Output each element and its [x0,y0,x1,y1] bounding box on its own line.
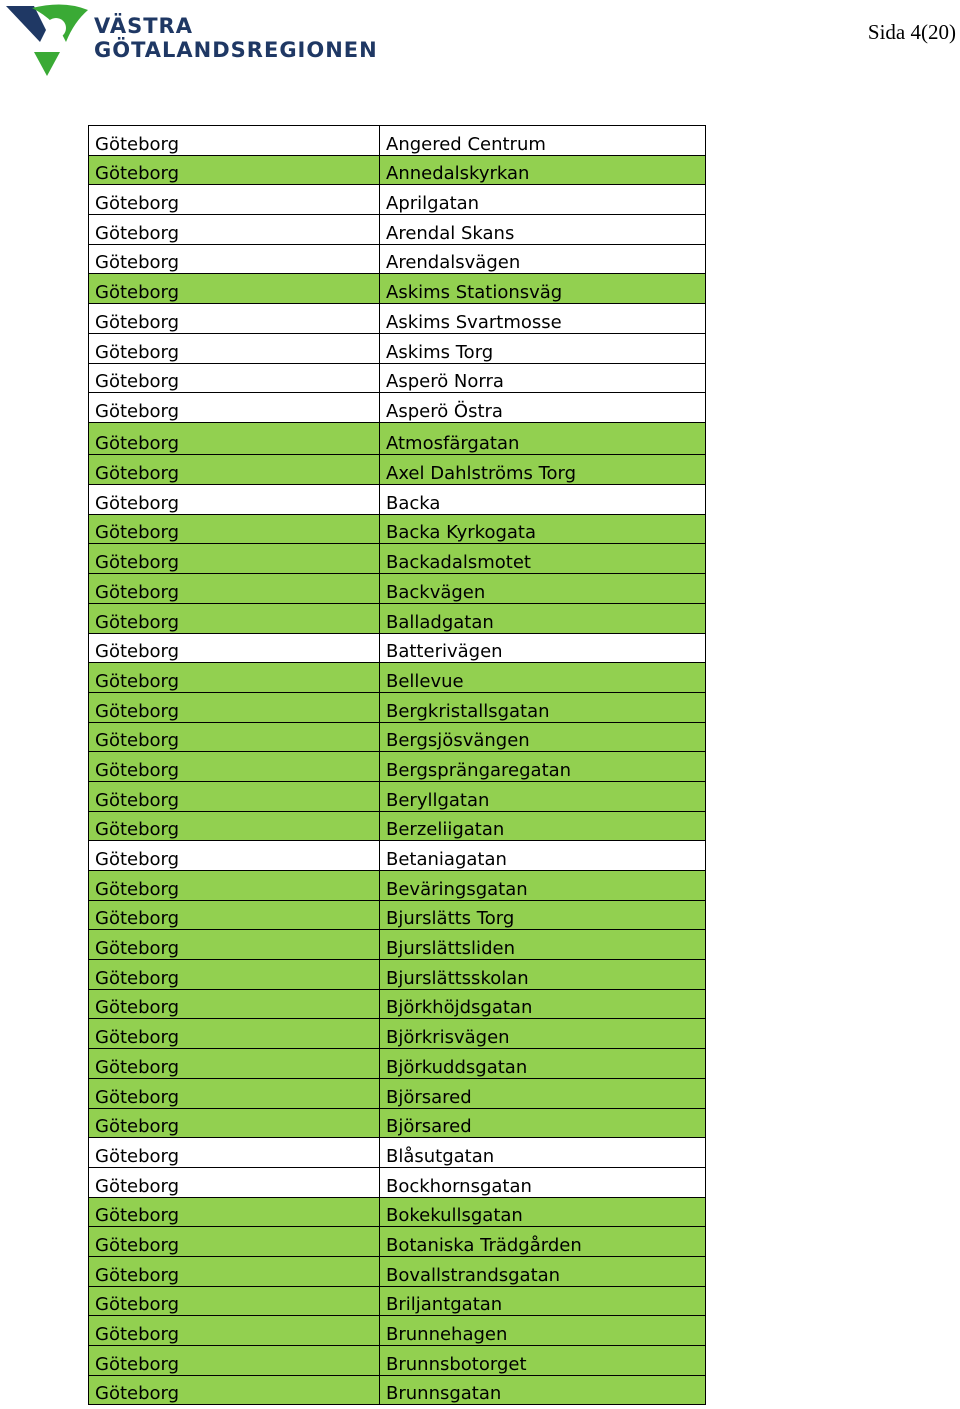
table-row [89,1346,706,1376]
stop-cell: Bokekullsgatan [380,1197,706,1227]
table-row [89,363,706,393]
stop-cell: Botaniska Trädgården [380,1227,706,1257]
table-row [89,1316,706,1346]
city-cell: Göteborg [89,455,380,485]
table-row [89,455,706,485]
stop-cell: Askims Stationsväg [380,274,706,304]
city-cell: Göteborg [89,274,380,304]
city-cell: Göteborg [89,393,380,423]
table-row [89,422,706,455]
city-cell: Göteborg [89,1108,380,1138]
city-cell: Göteborg [89,514,380,544]
stop-cell: Beväringsgatan [380,871,706,901]
stop-cell: Backadalsmotet [380,544,706,574]
stop-cell: Bergkristallsgatan [380,692,706,722]
table-row [89,1286,706,1316]
table-row [89,811,706,841]
city-cell: Göteborg [89,1049,380,1079]
stop-cell: Brunnsbotorget [380,1346,706,1376]
stop-cell: Bockhornsgatan [380,1167,706,1197]
city-cell: Göteborg [89,633,380,663]
table-row [89,514,706,544]
city-cell: Göteborg [89,900,380,930]
stop-cell: Bjurslättsliden [380,930,706,960]
table-row [89,393,706,423]
stop-cell: Askims Svartmosse [380,304,706,334]
city-cell: Göteborg [89,304,380,334]
table-row [89,871,706,901]
table-row [89,781,706,811]
table-row [89,304,706,334]
stop-cell: Bergsprängaregatan [380,752,706,782]
table-row [89,663,706,693]
city-cell: Göteborg [89,1019,380,1049]
stop-cell: Atmosfärgatan [380,422,706,455]
stop-cell: Annedalskyrkan [380,155,706,185]
table-row [89,989,706,1019]
logo-line2: GÖTALANDSREGIONEN [94,38,378,62]
city-cell: Göteborg [89,603,380,633]
stop-cell: Betaniagatan [380,841,706,871]
city-cell: Göteborg [89,960,380,990]
city-cell: Göteborg [89,126,380,156]
city-cell: Göteborg [89,215,380,245]
table-row [89,1256,706,1286]
table-row [89,900,706,930]
stop-cell: Axel Dahlströms Torg [380,455,706,485]
stop-cell: Brunnehagen [380,1316,706,1346]
stop-cell: Backa Kyrkogata [380,514,706,544]
table-row [89,544,706,574]
stop-cell: Bjurslättsskolan [380,960,706,990]
city-cell: Göteborg [89,155,380,185]
table-row [89,485,706,515]
city-cell: Göteborg [89,1256,380,1286]
table-row [89,960,706,990]
table-row [89,1049,706,1079]
city-cell: Göteborg [89,485,380,515]
stop-cell: Angered Centrum [380,126,706,156]
table-row [89,692,706,722]
logo-line1: VÄSTRA [94,14,193,38]
stop-table [88,125,706,1405]
vgr-logo [4,2,378,82]
table-row [89,126,706,156]
stop-cell: Brunnsgatan [380,1375,706,1405]
logo-text [94,14,378,62]
stop-cell: Björkrisvägen [380,1019,706,1049]
city-cell: Göteborg [89,1227,380,1257]
table-row [89,752,706,782]
table-row [89,333,706,363]
table-row [89,244,706,274]
city-cell: Göteborg [89,1138,380,1168]
table-row [89,1167,706,1197]
city-cell: Göteborg [89,1078,380,1108]
stop-cell: Bovallstrandsgatan [380,1256,706,1286]
stop-cell: Asperö Östra [380,393,706,423]
stop-cell: Björkhöjdsgatan [380,989,706,1019]
city-cell: Göteborg [89,752,380,782]
stop-cell: Arendal Skans [380,215,706,245]
table-row [89,1078,706,1108]
stop-cell: Asperö Norra [380,363,706,393]
stop-cell: Aprilgatan [380,185,706,215]
city-cell: Göteborg [89,1375,380,1405]
city-cell: Göteborg [89,244,380,274]
stop-cell: Askims Torg [380,333,706,363]
table-row [89,185,706,215]
city-cell: Göteborg [89,422,380,455]
table-row [89,574,706,604]
table-row [89,155,706,185]
stop-cell: Balladgatan [380,603,706,633]
stop-cell: Berzeliigatan [380,811,706,841]
city-cell: Göteborg [89,841,380,871]
city-cell: Göteborg [89,722,380,752]
table-row [89,1108,706,1138]
table-row [89,215,706,245]
stop-cell: Bellevue [380,663,706,693]
city-cell: Göteborg [89,663,380,693]
stop-cell: Briljantgatan [380,1286,706,1316]
stop-cell: Blåsutgatan [380,1138,706,1168]
stop-cell: Backvägen [380,574,706,604]
city-cell: Göteborg [89,811,380,841]
table-row [89,633,706,663]
city-cell: Göteborg [89,333,380,363]
table-row [89,1138,706,1168]
stop-cell: Björsared [380,1078,706,1108]
stop-cell: Björsared [380,1108,706,1138]
city-cell: Göteborg [89,1316,380,1346]
city-cell: Göteborg [89,692,380,722]
city-cell: Göteborg [89,871,380,901]
table-row [89,841,706,871]
stop-cell: Bjurslätts Torg [380,900,706,930]
city-cell: Göteborg [89,1167,380,1197]
vgr-logo-icon [4,2,94,82]
city-cell: Göteborg [89,1286,380,1316]
table-row [89,1019,706,1049]
table-row [89,1197,706,1227]
city-cell: Göteborg [89,1197,380,1227]
table-row [89,1375,706,1405]
stop-cell: Arendalsvägen [380,244,706,274]
stop-cell: Backa [380,485,706,515]
stop-cell: Bergsjösvängen [380,722,706,752]
stop-cell: Batterivägen [380,633,706,663]
table-row [89,603,706,633]
table-row [89,930,706,960]
table-row [89,1227,706,1257]
table-row [89,274,706,304]
city-cell: Göteborg [89,544,380,574]
stop-cell: Björkuddsgatan [380,1049,706,1079]
city-cell: Göteborg [89,363,380,393]
stop-cell: Beryllgatan [380,781,706,811]
page-number: Sida 4(20) [867,20,956,44]
page-header [0,0,960,100]
city-cell: Göteborg [89,185,380,215]
city-cell: Göteborg [89,989,380,1019]
city-cell: Göteborg [89,930,380,960]
stop-table-body [89,126,706,1405]
city-cell: Göteborg [89,781,380,811]
city-cell: Göteborg [89,574,380,604]
table-row [89,722,706,752]
city-cell: Göteborg [89,1346,380,1376]
